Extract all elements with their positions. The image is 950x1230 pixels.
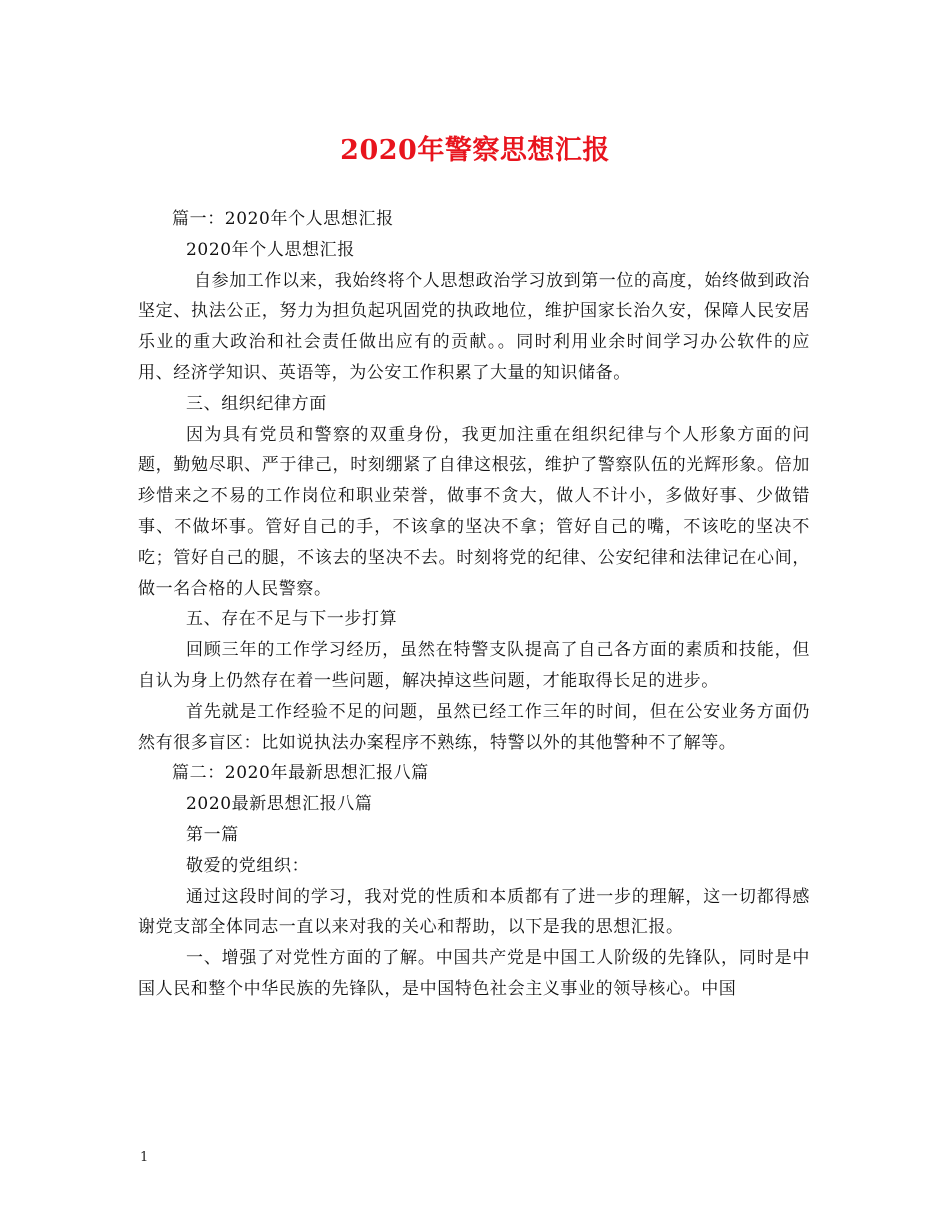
subtitle-2: 2020最新思想汇报八篇 — [186, 794, 373, 815]
document-title: 2020年警察思想汇报 — [340, 135, 610, 166]
subheading: 第一篇 — [186, 824, 239, 845]
section-heading-2: 篇二：2020年最新思想汇报八篇 — [172, 763, 429, 784]
section-heading-1: 篇一：2020年个人思想汇报 — [172, 209, 394, 229]
subheading: 三、组织纪律方面 — [186, 393, 327, 414]
subtitle-1: 2020年个人思想汇报 — [186, 239, 355, 260]
salutation: 敬爱的党组织： — [186, 855, 310, 876]
document-body — [138, 204, 810, 1005]
page-number: 1 — [140, 1150, 149, 1165]
paragraph: 一、增强了对党性方面的了解。中国共产党是中国工人阶级的先锋队，同时是中国人民和整个中华民族的先锋队，是中国特色社会主义事业的领导核心。中国 — [138, 948, 810, 999]
subheading: 五、存在不足与下一步打算 — [186, 609, 398, 630]
paragraph: 自参加工作以来，我始终将个人思想政治学习放到第一位的高度，始终做到政治坚定、执法公正，努力为担负起巩固党的执政地位，维护国家长治久安，保障人民安居乐业的重大政治和社会责任做出应有的贡献。。同时利用业余时间学习办公软件的应用、经济学知识、英语等，为公安工作积累了大量的知识储备。 — [138, 270, 810, 383]
paragraph: 回顾三年的工作学习经历，虽然在特警支队提高了自己各方面的素质和技能，但自认为身上仍然存在着一些问题，解决掉这些问题，才能取得长足的进步。 — [138, 640, 810, 691]
paragraph: 首先就是工作经验不足的问题，虽然已经工作三年的时间，但在公安业务方面仍然有很多盲区：比如说执法办案程序不熟练，特警以外的其他警种不了解等。 — [138, 701, 810, 753]
paragraph: 因为具有党员和警察的双重身份，我更加注重在组织纪律与个人形象方面的问题，勤勉尽职、严于律己，时刻绷紧了自律这根弦，维护了警察队伍的光辉形象。倍加珍惜来之不易的工作岗位和职业荣誉，做事不贪大，做人不计小，多做好事、少做错事、不做坏事。管好自己的手，不该拿的坚决不拿；管好自己的嘴，不该吃的坚决不吃；管好自己的腿，不该去的坚决不去。时刻将党的纪律、公安纪律和法律记在心间，做一名合格的人民警察。 — [138, 424, 810, 599]
paragraph: 通过这段时间的学习，我对党的性质和本质都有了进一步的理解，这一切都得感谢党支部全体同志一直以来对我的关心和帮助，以下是我的思想汇报。 — [138, 886, 810, 938]
